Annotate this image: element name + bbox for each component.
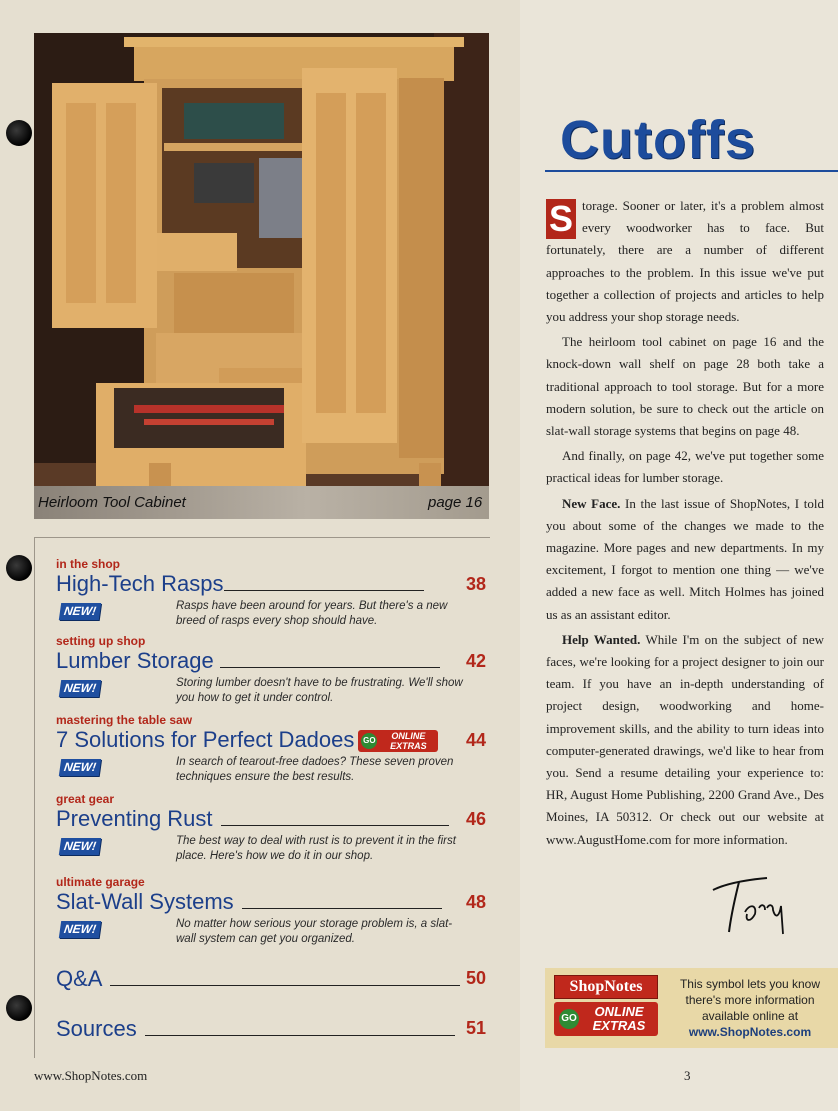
go-icon: GO xyxy=(559,1009,579,1029)
article-title: Preventing Rust xyxy=(56,806,496,832)
page-number: 48 xyxy=(465,892,486,912)
column-title: Cutoffs xyxy=(560,110,756,170)
binder-hole xyxy=(6,995,32,1021)
section-kicker: ultimate garage xyxy=(56,875,145,889)
paragraph: New Face. In the last issue of ShopNotes, I told you about some of the changes we made to the magazine. More pages and new departments. In my excitement, I forgot to mention one thing — we've added a new face as well. Mitch Holmes has joined us as an assistant editor. xyxy=(546,495,824,622)
online-extras-label: ONLINE EXTRAS xyxy=(592,1004,646,1033)
toc-entry-sources[interactable] xyxy=(56,1016,496,1042)
article-title: Lumber Storage xyxy=(56,648,496,674)
new-badge: NEW! xyxy=(59,680,101,697)
article-title: 7 Solutions for Perfect Dadoes GO ONLINE EXTRAS xyxy=(56,727,496,753)
go-icon: GO xyxy=(361,733,377,749)
signature xyxy=(705,868,795,948)
toc-entry-rasps[interactable] xyxy=(56,557,496,627)
page-number: 38 xyxy=(465,574,486,594)
article-description: Rasps have been around for years. But there's a new breed of rasps every shop should have. xyxy=(176,600,448,627)
new-badge: NEW! xyxy=(59,603,101,620)
online-extras-badge xyxy=(554,1002,658,1036)
paragraph: The heirloom tool cabinet on page 16 and the knock-down wall shelf on page 28 both take a traditional approach to tool storage. But for a more modern solution, be sure to check out the article on slat-wall storage systems that begins on page 48. xyxy=(546,334,824,439)
paragraph: Help Wanted. While I'm on the subject of new faces, we're looking for a project designer to join our team. If you have an in-depth understanding of project design, woodworking and home-improvement skills, and the ability to turn ideas into computer-generated drawings, we'd like to hear from you. Send a resume detailing your experience to: HR, August Home Publishing, 2200 Grand Ave., Des Moines, IA 50312. Or check out our website at www.AugustHome.com for more information. xyxy=(546,631,824,847)
page-number: 46 xyxy=(465,809,486,829)
title-rule xyxy=(545,170,838,172)
section-kicker: mastering the table saw xyxy=(56,713,193,727)
toc-entry-qa[interactable] xyxy=(56,966,496,992)
paragraph: And finally, on page 42, we've put together some practical ideas for lumber storage. xyxy=(546,448,824,486)
toc-entry-rust[interactable] xyxy=(56,792,496,862)
footer-url[interactable]: www.ShopNotes.com xyxy=(34,1068,148,1083)
tool-cabinet-photo xyxy=(34,33,489,519)
section-kicker: great gear xyxy=(56,792,115,806)
toc-entry-lumber-storage[interactable] xyxy=(56,634,496,704)
footer-page-number: 3 xyxy=(684,1068,691,1083)
online-extras-label: ONLINE EXTRAS xyxy=(390,731,427,752)
article-title: Sources xyxy=(56,1016,496,1042)
drop-cap: S xyxy=(546,199,576,239)
legend-url[interactable]: www.ShopNotes.com xyxy=(688,1025,812,1039)
run-in-head: New Face. xyxy=(562,495,621,511)
article-title: Q&A xyxy=(56,966,496,992)
section-kicker: setting up shop xyxy=(56,634,146,648)
toc-entry-dadoes[interactable] xyxy=(56,713,496,783)
article-description: The best way to deal with rust is to prevent it in the first place. Here's how we do it in our shop. xyxy=(176,835,456,862)
new-badge: NEW! xyxy=(59,921,101,938)
column-body xyxy=(546,195,824,854)
page-number: 50 xyxy=(465,968,486,988)
binder-hole xyxy=(6,555,32,581)
binder-hole xyxy=(6,120,32,146)
article-title: Slat-Wall Systems xyxy=(56,889,496,915)
toc-entry-slat-wall[interactable] xyxy=(56,875,496,945)
online-extras-badge[interactable] xyxy=(358,730,438,752)
article-title: High-Tech Rasps xyxy=(56,571,496,597)
paragraph: S torage. Sooner or later, it's a problem almost every woodworker has to face. But fortunately, there are a number of different approaches to the problem. In this issue we've put together a collection of projects and articles to help you address your shop storage needs. xyxy=(546,198,824,325)
page-number: 51 xyxy=(465,1018,486,1038)
article-description: No matter how serious your storage problem is, a slat-wall system can get you organized. xyxy=(176,918,453,945)
shopnotes-logo: ShopNotes xyxy=(554,975,658,999)
new-badge: NEW! xyxy=(59,838,101,855)
photo-page-link[interactable]: page 16 xyxy=(428,494,483,511)
run-in-head: Help Wanted. xyxy=(562,631,641,647)
section-kicker: in the shop xyxy=(56,557,120,571)
photo-caption: Heirloom Tool Cabinet xyxy=(38,494,186,511)
article-description: In search of tearout-free dadoes? These seven proven techniques ensure the best results. xyxy=(176,756,454,783)
page-number: 42 xyxy=(465,651,486,671)
shopnotes-online-extras-logo[interactable] xyxy=(554,975,658,1037)
new-badge: NEW! xyxy=(59,759,101,776)
article-description: Storing lumber doesn't have to be frustrating. We'll show you how to get it under control. xyxy=(176,677,463,704)
page-number: 44 xyxy=(465,730,486,750)
legend-text: This symbol lets you know there's more information available online at www.ShopNotes.com xyxy=(679,977,821,1039)
